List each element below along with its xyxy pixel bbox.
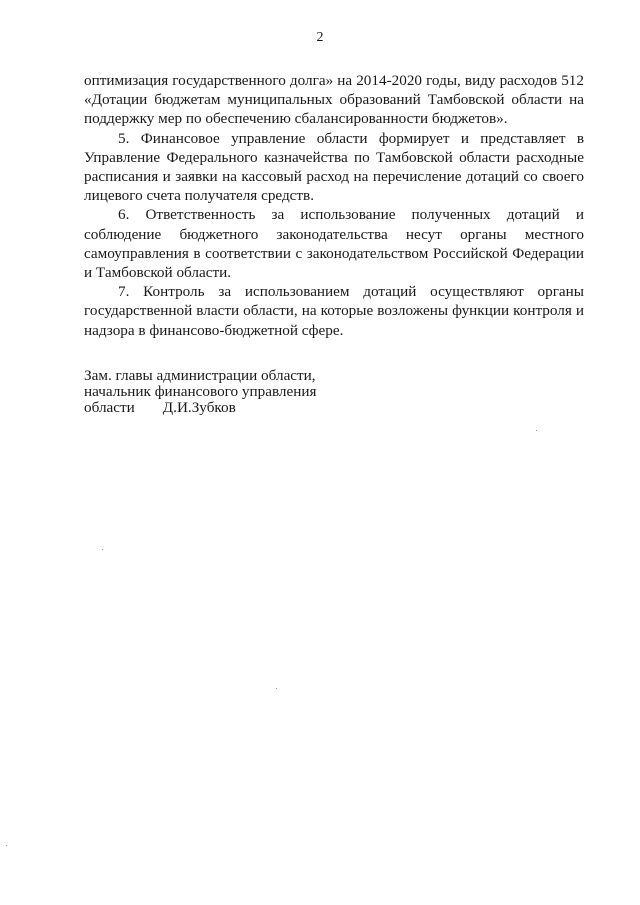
scan-speck xyxy=(536,430,537,431)
scan-speck xyxy=(6,845,7,846)
paragraph-7: 7. Контроль за использованием дотаций осуществляют органы государственной власти области, на которые возложены функции контроля и надзора в финансово-бюджетной сфере. xyxy=(84,283,584,339)
paragraph-continuation: оптимизация государственного долга» на 2014-2020 годы, виду расходов 512 «Дотации бюджетам муниципальных образований Тамбовской области на поддержку мер по обеспечению сбалансированности бюджетов». xyxy=(84,72,584,128)
scan-speck xyxy=(276,688,277,689)
signature-title-line-3: области xyxy=(84,399,135,416)
signature-title-line-3-row xyxy=(84,400,384,416)
document-body xyxy=(84,71,584,340)
signature-title-line-1: Зам. главы администрации области, xyxy=(84,367,316,384)
signature-block xyxy=(84,368,384,416)
page-number: 2 xyxy=(316,30,324,45)
scan-speck xyxy=(102,549,103,550)
paragraph-5: 5. Финансовое управление области формирует и представляет в Управление Федерального казначейства по Тамбовской области расходные расписания и заявки на кассовый расход на перечисление дотаций со своего лицевого счета получателя средств. xyxy=(84,129,584,205)
signature-title-line-2: начальник финансового управления xyxy=(84,383,317,400)
paragraph-6: 6. Ответственность за использование полученных дотаций и соблюдение бюджетного законодательства несут органы местного самоуправления в соответствии с законодательством Российской Федерации и Тамбовской области. xyxy=(84,206,584,282)
signatory-name: Д.И.Зубков xyxy=(162,399,236,416)
